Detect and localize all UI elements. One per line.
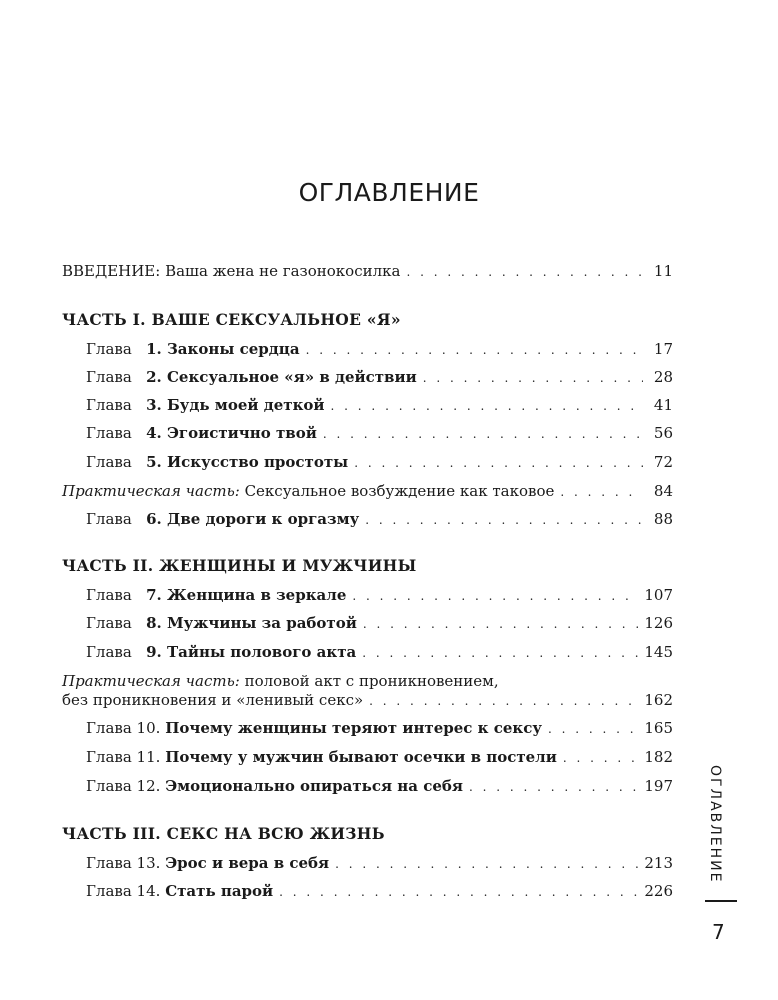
chapter-word: Глава 10. xyxy=(86,719,161,737)
entry-prefix: Практическая часть: xyxy=(62,482,240,500)
toc-entry-practice-1[interactable] xyxy=(62,482,673,501)
dot-leader xyxy=(335,855,638,873)
entry-page-number: 28 xyxy=(653,368,673,386)
dot-leader xyxy=(406,263,643,281)
entry-title: Сексуальное возбуждение как таковое xyxy=(244,482,555,500)
dot-leader xyxy=(563,749,638,767)
chapter-title: Эмоционально опираться на себя xyxy=(165,777,463,795)
toc-entry-intro[interactable] xyxy=(62,262,673,281)
toc-entry-chapter-13[interactable] xyxy=(86,854,673,873)
toc-entry-chapter-5[interactable] xyxy=(86,453,673,472)
dot-leader xyxy=(423,369,643,387)
chapter-word: Глава xyxy=(86,368,132,386)
dot-leader xyxy=(362,644,638,662)
chapter-title: 4. Эгоистично твой xyxy=(146,424,317,442)
chapter-word: Глава xyxy=(86,396,132,414)
entry-prefix: ВВЕДЕНИЕ: xyxy=(62,262,161,280)
entry-page-number: 213 xyxy=(644,854,673,872)
chapter-title: Стать парой xyxy=(165,882,274,900)
entry-prefix: Практическая часть: xyxy=(62,672,240,690)
entry-page-number: 11 xyxy=(653,262,673,280)
entry-page-number: 162 xyxy=(644,691,673,709)
entry-page-number: 226 xyxy=(644,882,673,900)
chapter-word: Глава xyxy=(86,424,132,442)
entry-title-line2: без проникновения и «ленивый секс» xyxy=(62,691,364,709)
toc-entry-chapter-12[interactable] xyxy=(86,777,673,796)
chapter-title: 7. Женщина в зеркале xyxy=(146,586,347,604)
chapter-title: Почему у мужчин бывают осечки в постели xyxy=(165,748,557,766)
entry-page-number: 182 xyxy=(644,748,673,766)
entry-page-number: 88 xyxy=(653,510,673,528)
entry-title-line1: половой акт с проникновением, xyxy=(244,672,499,690)
dot-leader xyxy=(369,692,638,710)
chapter-title: 2. Сексуальное «я» в действии xyxy=(146,368,417,386)
chapter-word: Глава 14. xyxy=(86,882,161,900)
entry-page-number: 41 xyxy=(653,396,673,414)
chapter-title: 6. Две дороги к оргазму xyxy=(146,510,360,528)
dot-leader xyxy=(560,483,643,501)
entry-page-number: 145 xyxy=(644,643,673,661)
toc-entry-chapter-2[interactable] xyxy=(86,368,673,387)
dot-leader xyxy=(469,778,638,796)
toc-entry-chapter-7[interactable] xyxy=(86,586,673,605)
toc-entry-chapter-11[interactable] xyxy=(86,748,673,767)
chapter-title: Почему женщины теряют интерес к сексу xyxy=(165,719,542,737)
page-number: 7 xyxy=(712,920,725,944)
dot-leader xyxy=(323,425,643,443)
part-2-heading[interactable]: ЧАСТЬ II. ЖЕНЩИНЫ И МУЖЧИНЫ xyxy=(62,556,417,575)
chapter-title: 3. Будь моей деткой xyxy=(146,396,325,414)
entry-page-number: 197 xyxy=(644,777,673,795)
entry-page-number: 165 xyxy=(644,719,673,737)
chapter-title: 5. Искусство простоты xyxy=(146,453,349,471)
entry-title: Ваша жена не газонокосилка xyxy=(165,262,401,280)
chapter-title: 9. Тайны полового акта xyxy=(146,643,357,661)
page-title: ОГЛАВЛЕНИЕ xyxy=(298,178,480,207)
toc-entry-chapter-10[interactable] xyxy=(86,719,673,738)
toc-entry-chapter-3[interactable] xyxy=(86,396,673,415)
chapter-word: Глава 12. xyxy=(86,777,161,795)
dot-leader xyxy=(354,454,643,472)
toc-entry-chapter-6[interactable] xyxy=(86,510,673,529)
toc-entry-chapter-9[interactable] xyxy=(86,643,673,662)
toc-entry-chapter-1[interactable] xyxy=(86,340,673,359)
chapter-title: Эрос и вера в себя xyxy=(165,854,330,872)
dot-leader xyxy=(352,587,638,605)
entry-page-number: 84 xyxy=(653,482,673,500)
part-3-heading[interactable]: ЧАСТЬ III. СЕКС НА ВСЮ ЖИЗНЬ xyxy=(62,824,385,843)
dot-leader xyxy=(548,720,638,738)
chapter-word: Глава xyxy=(86,586,132,604)
entry-page-number: 17 xyxy=(653,340,673,358)
entry-page-number: 107 xyxy=(644,586,673,604)
dot-leader xyxy=(306,341,643,359)
entry-page-number: 56 xyxy=(653,424,673,442)
running-title: ОГЛАВЛЕНИЕ xyxy=(707,765,723,884)
entry-page-number: 72 xyxy=(653,453,673,471)
chapter-title: 8. Мужчины за работой xyxy=(146,614,357,632)
dot-leader xyxy=(279,883,638,901)
chapter-word: Глава 11. xyxy=(86,748,161,766)
chapter-word: Глава xyxy=(86,340,132,358)
chapter-word: Глава xyxy=(86,510,132,528)
chapter-title: 1. Законы сердца xyxy=(146,340,300,358)
entry-page-number: 126 xyxy=(644,614,673,632)
dot-leader xyxy=(331,397,643,415)
toc-entry-chapter-4[interactable] xyxy=(86,424,673,443)
dot-leader xyxy=(365,511,643,529)
chapter-word: Глава xyxy=(86,453,132,471)
chapter-word: Глава xyxy=(86,614,132,632)
chapter-word: Глава 13. xyxy=(86,854,161,872)
toc-entry-practice-2-line1[interactable] xyxy=(62,672,499,690)
chapter-word: Глава xyxy=(86,643,132,661)
dot-leader xyxy=(363,615,639,633)
part-1-heading[interactable]: ЧАСТЬ I. ВАШЕ СЕКСУАЛЬНОЕ «Я» xyxy=(62,310,401,329)
toc-entry-practice-2[interactable] xyxy=(62,691,673,710)
side-divider xyxy=(705,900,737,902)
toc-entry-chapter-14[interactable] xyxy=(86,882,673,901)
toc-entry-chapter-8[interactable] xyxy=(86,614,673,633)
